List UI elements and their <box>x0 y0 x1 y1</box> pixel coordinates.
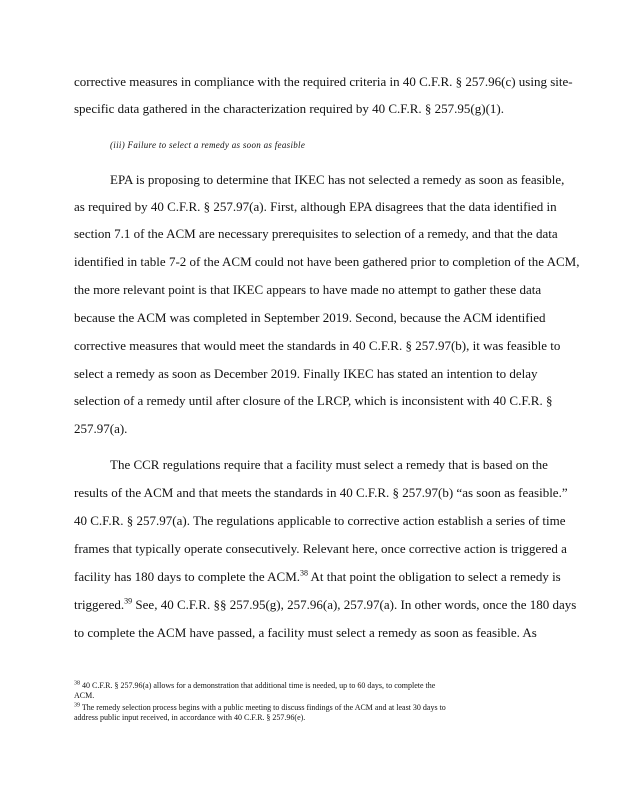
footnote-number: 39 <box>74 702 80 709</box>
footnote <box>74 703 446 713</box>
section-subheading: (iii) Failure to select a remedy as soon as feasible <box>110 140 306 150</box>
line-text: facility has 180 days to complete the ACM. <box>74 569 301 584</box>
footnote-continuation: address public input received, in accordance with 40 C.F.R. § 257.96(e). <box>74 713 306 722</box>
paragraph-line: 257.97(a). <box>74 421 128 436</box>
paragraph-line: corrective measures in compliance with the required criteria in 40 C.F.R. § 257.96(c) using site- <box>74 74 573 89</box>
paragraph-line: corrective measures that would meet the standards in 40 C.F.R. § 257.97(b), it was feasible to <box>74 338 561 353</box>
paragraph-line: because the ACM was completed in September 2019. Second, because the ACM identified <box>74 310 546 325</box>
paragraph-line: select a remedy as soon as December 2019. Finally IKEC has stated an intention to delay <box>74 366 538 381</box>
paragraph-line <box>74 597 576 613</box>
line-text: See, 40 C.F.R. §§ 257.95(g), 257.96(a), 257.97(a). In other words, once the 180 days <box>132 597 577 612</box>
footnote-text: The remedy selection process begins with a public meeting to discuss findings of the ACM and at least 30 days to <box>81 703 446 712</box>
paragraph-line: as required by 40 C.F.R. § 257.97(a). First, although EPA disagrees that the data identified in <box>74 199 557 214</box>
paragraph-line: frames that typically operate consecutively. Relevant here, once corrective action is triggered a <box>74 541 567 556</box>
line-text: triggered. <box>74 597 125 612</box>
paragraph-line: results of the ACM and that meets the standards in 40 C.F.R. § 257.97(b) “as soon as feasible.” <box>74 485 568 500</box>
paragraph-line: identified in table 7-2 of the ACM could not have been gathered prior to completion of the ACM, <box>74 254 580 269</box>
footnote-ref[interactable]: 39 <box>124 596 133 606</box>
paragraph-line: specific data gathered in the characterization required by 40 C.F.R. § 257.95(g)(1). <box>74 101 504 116</box>
line-text: At that point the obligation to select a remedy is <box>308 569 561 584</box>
footnote-continuation: ACM. <box>74 691 95 700</box>
paragraph-line: the more relevant point is that IKEC appears to have made no attempt to gather these data <box>74 282 542 297</box>
footnote-number: 38 <box>74 680 80 687</box>
paragraph-line: The CCR regulations require that a facility must select a remedy that is based on the <box>110 457 548 472</box>
paragraph-line: section 7.1 of the ACM are necessary prerequisites to selection of a remedy, and that the data <box>74 226 558 241</box>
footnote <box>74 681 435 691</box>
paragraph-line <box>74 569 561 585</box>
footnote-text: 40 C.F.R. § 257.96(a) allows for a demonstration that additional time is needed, up to 60 days, to complete the <box>82 681 436 690</box>
paragraph-line: selection of a remedy until after closure of the LRCP, which is inconsistent with 40 C.F.R. § <box>74 393 553 408</box>
paragraph-line: EPA is proposing to determine that IKEC has not selected a remedy as soon as feasible, <box>110 172 565 187</box>
paragraph-line: to complete the ACM have passed, a facility must select a remedy as soon as feasible. As <box>74 625 537 640</box>
paragraph-line: 40 C.F.R. § 257.97(a). The regulations applicable to corrective action establish a series of time <box>74 513 566 528</box>
footnote-ref[interactable]: 38 <box>300 568 309 578</box>
